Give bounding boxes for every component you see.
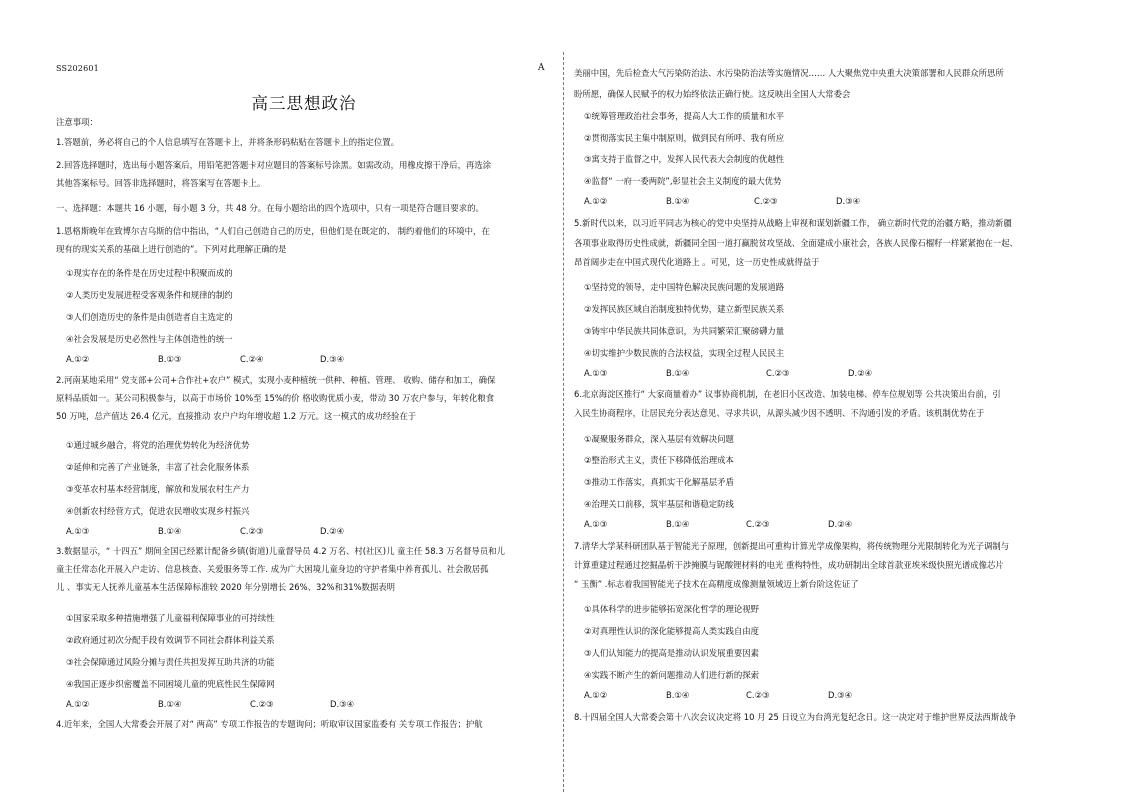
q2-answer-c: C.②③: [240, 526, 264, 536]
q3-stem-line-1: 3.数据显示，“ 十四五” 期间全国已经累计配备乡镇(街道)儿童督导员 4.2 万名、村(社区)儿 童主任 58.3 万名督导员和儿: [56, 546, 505, 556]
q1-option-2: ②人类历史发展进程受客观条件和规律的制约: [66, 290, 233, 300]
q1-stem-line-1: 1.恩格斯晚年在致博尔吉乌斯的信中指出，“人们自己创造自己的历史，但他们是在既定的、 制约着他们的环境中，在: [56, 226, 490, 236]
q7-option-3: ③人们认知能力的提高是推动认识发展重要因素: [584, 648, 760, 658]
q1-answer-b: B.①③: [158, 354, 182, 364]
paper-version: A: [538, 63, 545, 73]
q6-answer-d: D.②④: [828, 519, 853, 529]
q6-stem-line-1: 6.北京海淀区推行“ 大家商量着办” 议事协商机制，在老旧小区改造、加装电梯、停车位规划等 公共决策出台前，引: [574, 389, 1001, 399]
q3-stem-line-2: 童主任常态化开展入户走访、信息核查、关爱服务等工作. 成为广大困境儿童身边的守护者集中养育孤儿、社会散居孤: [56, 564, 489, 574]
q3-option-4: ④我国正逐步织密覆盖不同困境儿童的兜底性民生保障网: [66, 679, 275, 689]
q1-answer-a: A.①②: [66, 354, 90, 364]
q6-option-4: ④治理关口前移，筑牢基层和谐稳定防线: [584, 499, 734, 509]
q2-option-1: ①通过城乡融合，将党的治理优势转化为经济优势: [66, 440, 250, 450]
q3-answer-d: D.③④: [330, 699, 355, 709]
q3-stem-line-3: 儿 、事实无人抚养儿童基本生活保障标准较 2020 年分别增长 26%、32%和31%数据表明: [56, 582, 396, 592]
q2-option-3: ③变革农村基本经营制度，解放和发展农村生产力: [66, 484, 250, 494]
q6-stem-line-2: 入民生协商程序，让居民充分表达意见、寻求共识，从源头减少因不透明、不沟通引发的矛盾。该机制优势在于: [574, 408, 985, 418]
q5-stem-line-3: 昂首阔步走在中国式现代化道路上 。可见，这一历史性成就得益于: [574, 257, 820, 267]
notice-item-2-line-2: 其他答案标号。回答非选择题时，将答案写在答题卡上。: [56, 178, 266, 188]
q3-answer-c: C.②③: [250, 699, 274, 709]
q4-option-3: ③寓支持于监督之中，发挥人民代表大会制度的优越性: [584, 154, 785, 164]
q7-answer-d: D.③④: [828, 690, 853, 700]
q7-option-4: ④实践不断产生的新问题推动人们进行新的探索: [584, 670, 760, 680]
q1-answer-c: C.②④: [240, 354, 264, 364]
q7-answer-b: B.①④: [666, 690, 690, 700]
q2-answer-b: B.①④: [158, 526, 182, 536]
notice-heading: 注意事项：: [56, 117, 98, 127]
q4-stem-line-1: 4.近年来，全国人大常委会开展了对“ 两高” 专项工作报告的专题询问；听取审议国家监委有 关专项工作报告；护航: [56, 719, 483, 729]
q2-stem-line-3: 50 万吨，总产值达 26.4 亿元，直接推动 农户户均年增收超 1.2 万元。这一模式的成功经验在于: [56, 411, 417, 421]
q5-answer-c: C.②③: [766, 368, 790, 378]
q3-answer-b: B.①④: [158, 699, 182, 709]
q5-stem-line-2: 各项事业取得历史性成就，新疆同全国一道打赢脱贫攻坚战、全面建成小康社会，各族人民像石榴籽一样紧紧抱在一起、: [574, 238, 1018, 248]
q5-option-4: ④切实维护少数民族的合法权益，实现全过程人民民主: [584, 348, 785, 358]
q5-option-2: ②发挥民族区域自治制度独特优势，建立新型民族关系: [584, 304, 785, 314]
notice-item-2-line-1: 2.回答选择题时，选出每小题答案后，用铅笔把答题卡对应题目的答案标号涂黑。如需改动，用橡皮擦干净后，再选涂: [56, 160, 492, 170]
q2-answer-a: A.①③: [66, 526, 90, 536]
q6-option-1: ①凝聚服务群众，深入基层有效解决问题: [584, 434, 734, 444]
q1-option-1: ①现实存在的条件是在历史过程中积聚而成的: [66, 268, 233, 278]
q2-option-4: ④创新农村经营方式，促进农民增收实现乡村振兴: [66, 506, 250, 516]
q3-option-3: ③社会保障通过风险分摊与责任共担发挥互助共济的功能: [66, 657, 275, 667]
q6-option-2: ②整治形式主义，责任下移降低治理成本: [584, 455, 734, 465]
q7-answer-c: C.②③: [746, 690, 770, 700]
q6-answer-b: B.①④: [666, 519, 690, 529]
q1-option-4: ④社会发展是历史必然性与主体创造性的统一: [66, 334, 233, 344]
q8-stem-line-1: 8.十四届全国人大常委会第十八次会议决定将 10 月 25 日设立为台湾光复纪念日。这一决定对于维护世界反法西斯战争: [574, 712, 1016, 722]
q5-option-3: ③铸牢中华民族共同体意识，为共同繁荣汇聚磅礴力量: [584, 326, 785, 336]
q4-stem-line-3: 盼所愿，确保人民赋予的权力始终依法正确行使。这反映出全国人大常委会: [574, 89, 851, 99]
q7-stem-line-3: “ 玉衡” .标志着我国智能光子技术在高精度成像测量领域迈上新台阶这佐证了: [574, 579, 859, 589]
notice-item-1: 1.答题前，务必将自己的个人信息填写在答题卡上，并将条形码粘贴在答题卡上的指定位置。: [56, 137, 399, 147]
q5-answer-a: A.①③: [584, 368, 608, 378]
column-divider: [563, 52, 564, 792]
q1-option-3: ③人们创造历史的条件是由创造者自主选定的: [66, 312, 233, 322]
q2-option-2: ②延伸和完善了产业链条，丰富了社会化服务体系: [66, 462, 250, 472]
q7-stem-line-1: 7.清华大学某科研团队基于智能光子原理，创新提出可重构计算光学成像架构，将传统物理分光限制转化为光子调制与: [574, 541, 1010, 551]
q3-option-1: ①国家采取多种措施增强了儿童福利保障事业的可持续性: [66, 613, 275, 623]
q7-stem-line-2: 计算重建过程通过挖掘晶析干涉掩膜与铌酸锂材料的电光 重构特性，成功研制出全球首款亚埃米级快照光谱成像芯片: [574, 560, 1004, 570]
page-title: 高三思想政治: [251, 94, 357, 113]
q5-answer-d: D.②④: [848, 368, 873, 378]
q4-option-1: ①统筹管理政治社会事务，提高人大工作的质量和水平: [584, 111, 785, 121]
q6-answer-a: A.①③: [584, 519, 608, 529]
q7-answer-a: A.①②: [584, 690, 608, 700]
q2-answer-d: D.②④: [320, 526, 345, 536]
q4-answer-a: A.①②: [584, 196, 608, 206]
q2-stem-line-1: 2.河南某地采用“ 党支部+公司+合作社+农户” 模式，实现小麦种植统一供种、种植、管理、 收购、储存和加工，确保: [56, 375, 496, 385]
exam-code: SS202601: [56, 64, 99, 73]
q4-answer-b: B.①④: [666, 196, 690, 206]
q4-option-4: ④监督“ 一府一委两院”,彰显社会主义制度的最大优势: [584, 176, 782, 186]
q4-stem-line-2: 美丽中国，先后检查大气污染防治法、水污染防治法等实施情况…… 人大聚焦党中央重大决策部署和人民群众所思所: [574, 68, 1004, 78]
q7-option-2: ②对真理性认识的深化能够提高人类实践自由度: [584, 626, 760, 636]
q1-stem-line-2: 现有的现实关系的基础上进行创造的”。下列对此理解正确的是: [56, 244, 287, 254]
q3-option-2: ②政府通过初次分配手段有效调节不同社会群体利益关系: [66, 635, 275, 645]
q2-stem-line-2: 原料品质如一。某公司积极参与，以高于市场价 10%至 15%的价 格收购优质小麦，带动 30 万农户参与，年转化粮食: [56, 393, 495, 403]
q6-option-3: ③推动工作落实，真抓实干化解基层矛盾: [584, 477, 734, 487]
q5-stem-line-1: 5.新时代以来，以习近平同志为核心的党中央坚持从战略上审视和谋划新疆工作， 确立新时代党的治疆方略，推动新疆: [574, 218, 1012, 228]
q4-option-2: ②贯彻落实民主集中制原则，做到民有所呼、我有所应: [584, 133, 785, 143]
q4-answer-d: D.③④: [836, 196, 861, 206]
q4-answer-c: C.②③: [754, 196, 778, 206]
q6-answer-c: C.②③: [746, 519, 770, 529]
q5-answer-b: B.①④: [666, 368, 690, 378]
q5-option-1: ①坚持党的领导，走中国特色解决民族问题的发展道路: [584, 282, 785, 292]
q3-answer-a: A.①②: [66, 699, 90, 709]
q7-option-1: ①具体科学的进步能够拓宽深化哲学的理论视野: [584, 604, 760, 614]
section-heading: 一、选择题：本题共 16 小题，每小题 3 分，共 48 分。在每小题给出的四个选项中，只有一项是符合题目要求的。: [56, 203, 484, 213]
q1-answer-d: D.③④: [320, 354, 345, 364]
